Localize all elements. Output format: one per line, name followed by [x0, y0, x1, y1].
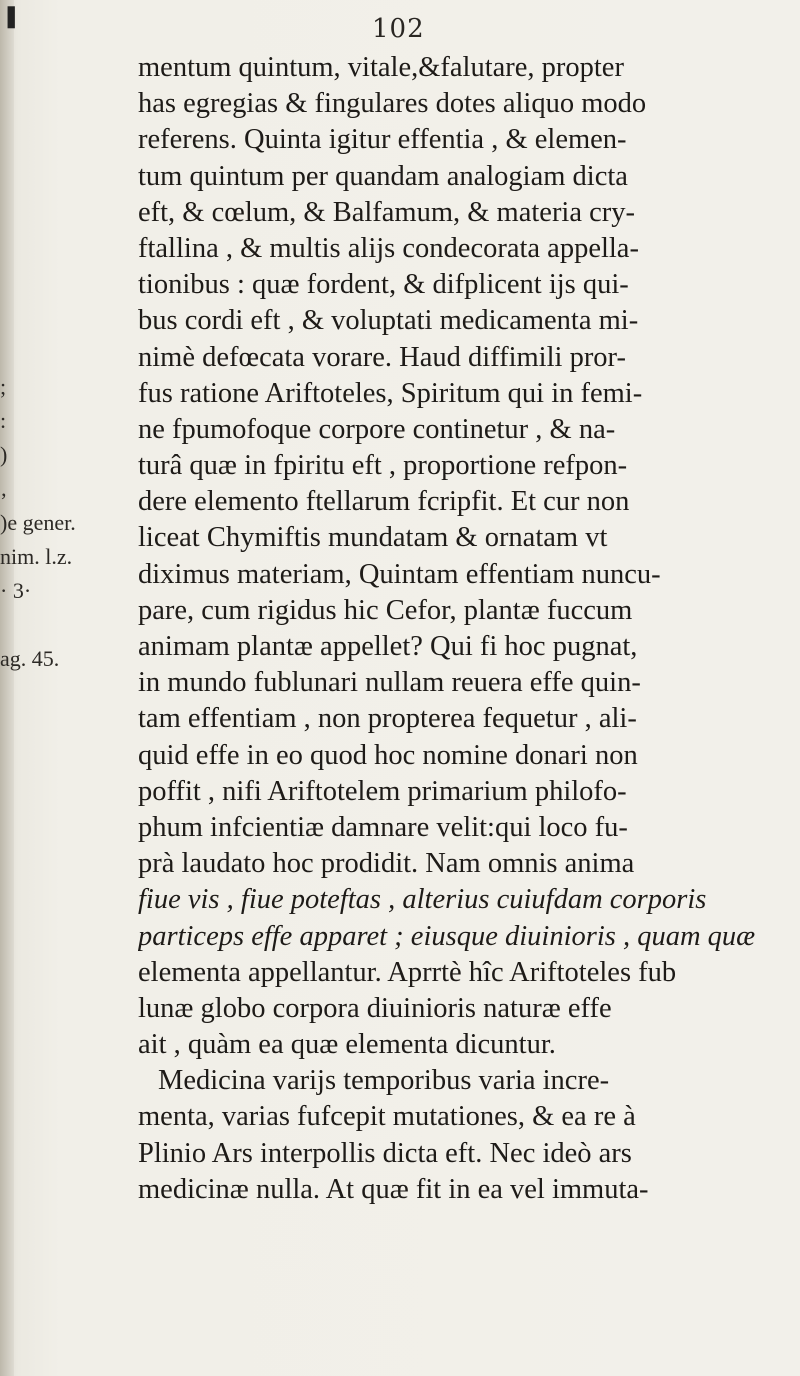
text-line: lunæ globo corpora diuinioris naturæ effe: [138, 992, 612, 1024]
text-line: fiue vis , fiue poteftas , alterius cuiufdam corporis: [138, 884, 707, 916]
text-line: turâ quæ in fpiritu eft , proportione refpon-: [138, 450, 628, 482]
text-line: fus ratione Ariftoteles, Spiritum qui in femi-: [138, 377, 643, 409]
margin-notes: [0, 370, 110, 676]
text-line: particeps effe apparet ; eiusque diuinioris , quam quæ: [138, 920, 756, 952]
text-line: tum quintum per quandam analogiam dicta: [138, 160, 628, 192]
text-line: Medicina varijs temporibus varia incre-: [158, 1065, 610, 1097]
text-line: prà laudato hoc prodidit. Nam omnis anima: [138, 848, 635, 880]
margin-note: nim. l.z.: [0, 544, 73, 569]
body-text: [138, 50, 788, 1208]
margin-note: ): [0, 442, 8, 467]
text-line: phum infcientiæ damnare velit:qui loco fu-: [138, 811, 628, 843]
text-line: ait , quàm ea quæ elementa dicuntur.: [138, 1029, 556, 1061]
text-line: tionibus : quæ fordent, & difplicent ijs qui-: [138, 269, 629, 301]
text-line: in mundo fublunari nullam reuera effe quin-: [138, 667, 641, 699]
page-number: 102: [372, 14, 425, 44]
text-line: liceat Chymiftis mundatam & ornatam vt: [138, 522, 608, 554]
text-line: bus cordi eft , & voluptati medicamenta mi-: [138, 305, 639, 337]
margin-note: [0, 608, 110, 642]
text-line: pare, cum rigidus hic Cefor, plantæ fuccum: [138, 594, 633, 626]
text-line: tam effentiam , non propterea fequetur , ali-: [138, 703, 637, 735]
binding-edge: [0, 0, 14, 1376]
text-line: medicinæ nulla. At quæ fit in ea vel immuta-: [138, 1173, 649, 1205]
text-line: animam plantæ appellet? Qui fi hoc pugnat,: [138, 631, 638, 662]
margin-note: ;: [0, 374, 7, 399]
text-line: quid effe in eo quod hoc nomine donari non: [138, 739, 638, 771]
margin-note: :: [0, 408, 7, 433]
text-line: dere elemento ftellarum fcripfit. Et cur non: [138, 486, 630, 518]
text-line: diximus materiam, Quintam effentiam nuncu-: [138, 558, 661, 590]
margin-note: ‚: [0, 476, 8, 501]
text-line: eft, & cœlum, & Balfamum, & materia cry-: [138, 196, 636, 228]
text-line: poffit , nifi Ariftotelem primarium philofo-: [138, 775, 627, 807]
text-line: has egregias & fingulares dotes aliquo modo: [138, 88, 647, 120]
text-line: ftallina , & multis alijs condecorata appella-: [138, 232, 639, 264]
text-line: ne fpumofoque corpore continetur , & na-: [138, 413, 616, 445]
text-line: Plinio Ars interpollis dicta eft. Nec ideò ars: [138, 1137, 632, 1169]
top-corner-mark: ❚: [2, 4, 21, 29]
text-line: referens. Quinta igitur effentia , & elemen-: [138, 124, 627, 156]
margin-note: ag. 45.: [0, 646, 60, 671]
text-line: menta, varias fufcepit mutationes, & ea re à: [138, 1101, 636, 1133]
margin-note: )e gener.: [0, 510, 76, 535]
text-line: elementa appellantur. Aprrtè hîc Ariftoteles fub: [138, 956, 677, 988]
text-line: mentum quintum, vitale,&falutare, propter: [138, 52, 624, 83]
text-line: nimè defœcata vorare. Haud diffimili pror-: [138, 341, 626, 373]
margin-note: · 3·: [0, 578, 32, 603]
